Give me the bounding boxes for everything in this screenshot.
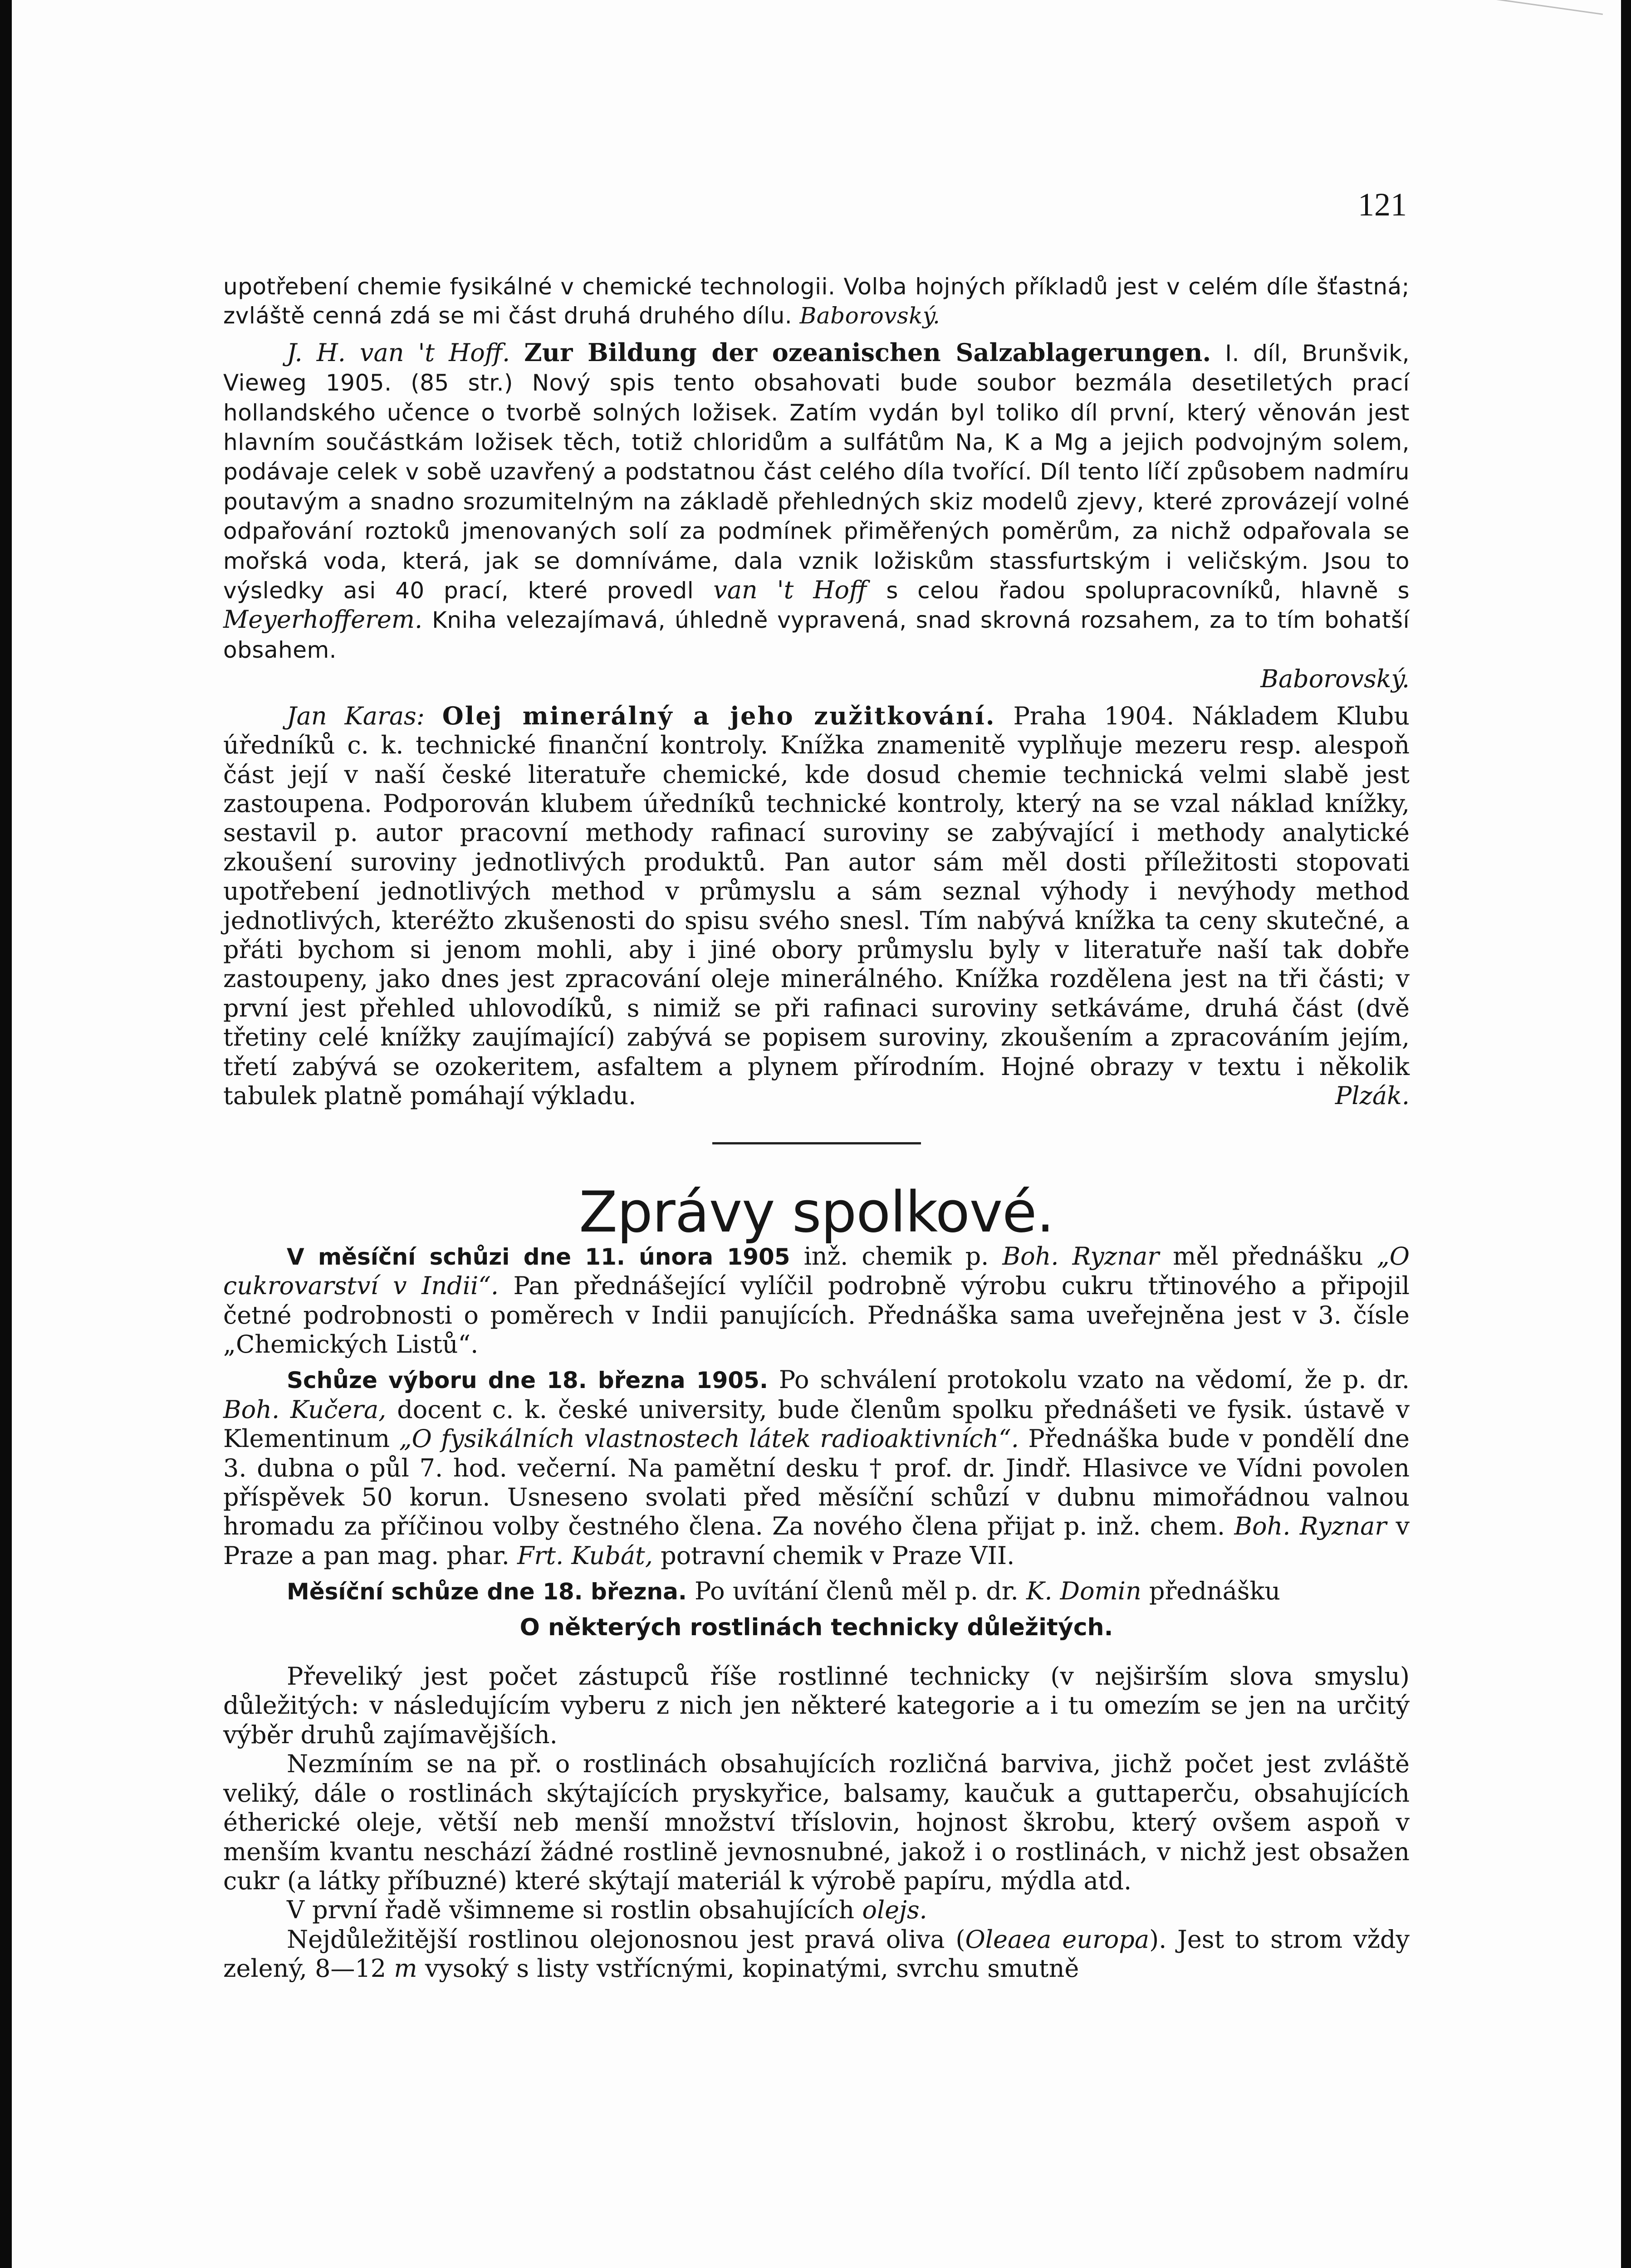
review-text: s celou řadou spolupracovníků, hlavně s: [886, 577, 1410, 604]
body-paragraph: [223, 1925, 1410, 1984]
news-text: Pan přednášející vylíčil podrobně výrobu cukru třtinového a připojil četné podrobnosti o poměrech v Indii panujících. Přednáška sama uveřejněna jest v 3. čísle „Chemických Listů“.: [223, 1271, 1410, 1359]
latin-name: Oleaea europa: [965, 1925, 1150, 1954]
scan-artifact-line: [1409, 0, 1603, 51]
person-name: Boh. Ryznar: [1234, 1512, 1387, 1541]
news-text: v Praze a pan mag. phar.: [223, 1512, 1410, 1570]
lecture-heading: O některých rostlinách technicky důležitých.: [519, 1613, 1113, 1641]
review-karas: [223, 701, 1410, 1111]
news-item-february-meeting: [223, 1242, 1410, 1359]
lecture-title: „O fysikálních vlastnostech látek radioaktivních“.: [399, 1424, 1019, 1453]
review-signature: Plzák.: [1335, 1081, 1410, 1110]
section-title: Zprávy spolkové.: [579, 1180, 1054, 1246]
body-text: V první řadě všimneme si rostlin obsahujících: [287, 1896, 855, 1925]
news-heading: Měsíční schůze dne 18. března.: [287, 1579, 687, 1605]
news-text: inž. chemik p.: [803, 1242, 989, 1271]
page-number: 121: [1358, 186, 1407, 223]
body-paragraph: Převeliký jest počet zástupců říše rostlinné technicky (v nejširším slova smyslu) důležitých: v následujícím vyberu z nich jen některé kategorie a i tu omezím se jen na určitý výběr druhů zajímavějších.: [223, 1662, 1410, 1749]
body-paragraph: Nezmíním se na př. o rostlinách obsahujících rozličná barviva, jichž počet jest zvláště veliký, dále o rostlinách skýtajících pryskyřice, balsamy, kaučuk a guttaperču, obsahujících étherické oleje, větší neb menší množství tříslovin, hojnost škrobu, který ovšem aspoň v menším kvantu neschází žádné rostlině jevnosnubné, jakož i o rostlinách, v nichž jest obsažen cukr (a látky příbuzné) které skýtají materiál k výrobě papíru, mýdla atd.: [223, 1750, 1410, 1895]
news-heading: Schůze výboru dne 18. března 1905.: [287, 1367, 768, 1394]
person-name: Boh. Kučera,: [223, 1395, 387, 1424]
review-signature: Baborovský.: [1260, 665, 1410, 694]
emphasis: olejs.: [862, 1896, 927, 1925]
review-text: I. díl, Brunšvik, Vieweg 1905. (85 str.) Nový spis tento obsahovati bude soubor bezmála desetiletých prací hollandského učence o tvorbě solných ložisek. Zatím vydán byl toliko díl první, který věnován jest hlavním součástkám ložisek těch, totiž chloridům a sulfátům Na, K a Mg a jejich podvojným solem, podávaje celek v sobě uzavřený a podstatnou část celého díla tvořící. Díl tento líčí způsobem nadmíru poutavým a snadno srozumitelným na základě přehledných skiz modelů zjevy, které zprovázejí volné odpařování roztoků jmenovaných solí za podmínek přiměřených poměrům, za nichž odpařovala se mořská voda, která, jak se domníváme, dala vznik ložiskům stassfurtským i veličským. Jsou to výsledky asi 40 prací, které provedl: [223, 340, 1410, 604]
news-item-committee-meeting: [223, 1365, 1410, 1570]
review-book-title: Olej minerálný a jeho zužitkování.: [442, 701, 996, 730]
review-text: Praha 1904. Nákladem Klubu úředníků c. k. technické finanční kontroly. Knížka znamenitě vyplňuje mezeru resp. alespoň část její v naší české literatuře chemické, kde dosud chemie technická velmi slabě jest zastoupena. Podporován klubem úředníků technické kontroly, který na se vzal náklad knížky, sestavil p. autor pracovní methody rafinací suroviny se zabývající i methody analytické zkoušení suroviny jednotlivých produktů. Pan autor sám měl dosti příležitosti stopovati upotřebení jednotlivých method v průmyslu a sám seznal výhody i nevýhody method jednotlivých, kteréžto zkušenosti do spisu svého snesl. Tím nabývá knížka ta ceny skutečné, a přáti bychom si jenom mohli, aby i jiné obory průmyslu byly v literatuře naší tak dobře zastoupeny, jako dnes jest zpracování oleje minerálného. Knížka rozdělena jest na tři části; v první jest přehled uhlovodíků, s nimiž se při rafinaci suroviny setkáváme, druhá část (dvě třetiny celé knížky zaujímající) zabývá se popisem suroviny, zkoušením a zpracováním jejím, třetí zabývá se ozokeritem, asfaltem a plynem přírodním. Hojné obrazy v textu i několik tabulek platně pomáhají výkladu.: [223, 701, 1410, 1110]
review-coworker: Meyerhofferem.: [223, 605, 423, 634]
person-name: Frt. Kubát,: [517, 1541, 653, 1570]
body-text: vysoký s listy vstřícnými, kopinatými, svrchu smutně: [425, 1954, 1079, 1983]
news-text: měl přednášku: [1173, 1242, 1363, 1271]
body-text: ). Jest to strom vždy zelený, 8—12: [223, 1925, 1410, 1983]
news-text: potravní chemik v Praze VII.: [661, 1541, 1015, 1570]
news-item-march-meeting: [223, 1577, 1410, 1606]
speaker-name: K. Domin: [1026, 1577, 1141, 1606]
body-paragraph: [223, 1896, 1410, 1925]
news-text: přednášku: [1149, 1577, 1280, 1606]
review-author-ref: van 't Hoff: [713, 576, 867, 605]
page-content: [223, 272, 1410, 1984]
unit: m: [394, 1954, 417, 1983]
review-continuation: [223, 272, 1410, 331]
speaker-name: Boh. Ryznar: [1002, 1242, 1160, 1271]
news-text: Po schválení protokolu vzato na vědomí, že p. dr.: [779, 1365, 1410, 1394]
news-heading: V měsíční schůzi dne 11. února 1905: [287, 1243, 790, 1270]
review-text: upotřebení chemie fysikálné v chemické technologii. Volba hojných příkladů jest v celém díle šťastná; zvláště cenná zdá se mi část druhá druhého dílu.: [223, 274, 1410, 329]
section-divider: [712, 1142, 921, 1144]
news-text: Po uvítání členů měl p. dr.: [695, 1577, 1019, 1606]
review-author: Jan Karas:: [287, 701, 425, 730]
news-text: Přednáška bude v pondělí dne 3. dubna o půl 7. hod. večerní. Na pamětní desku † prof. dr. Jindř. Hlasivce ve Vídni povolen příspěvek 50 korun. Usneseno svolati před měsíční schůzí v dubnu mimořádnou valnou hromadu za příčinou volby čestného člena. Za nového člena přijat p. inž. chem.: [223, 1424, 1410, 1541]
body-text: Nejdůležitější rostlinou olejonosnou jest pravá oliva (: [287, 1925, 965, 1954]
review-author: J. H. van 't Hoff.: [287, 338, 510, 367]
review-signature: Baborovský.: [799, 303, 940, 329]
review-vant-hoff: [223, 338, 1410, 665]
review-book-title: Zur Bildung der ozeanischen Salzablagerungen.: [524, 337, 1211, 367]
lecture-title: „O cukrovarství v Indii“.: [223, 1242, 1410, 1300]
review-text: Kniha velezajímavá, úhledně vypravená, snad skrovná rozsahem, za to tím bohatší obsahem.: [223, 607, 1410, 663]
news-text: docent c. k. české university, bude členům spolku přednášeti ve fysik. ústavě v Klementinum: [223, 1395, 1410, 1453]
